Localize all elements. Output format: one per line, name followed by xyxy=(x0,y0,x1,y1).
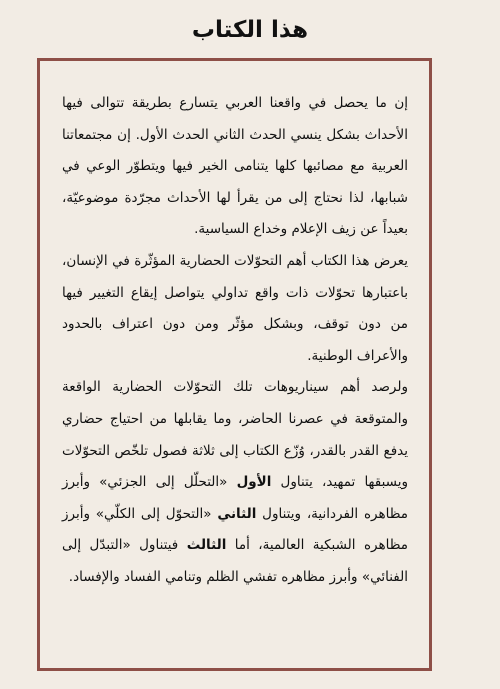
paragraph-1: إن ما يحصل في واقعنا العربي يتسارع بطريقة تتوالى فيها الأحداث بشكل ينسي الحدث الثاني الحدث الأول. إن مجتمعاتنا العربية مع مصائبها كلها يتنامى الخير فيها ويتطوّر الوعي في شبابها، لذا نحتاج إلى من يقرأ لها الأحداث مجرّدة موضوعيّة، بعيداً عن زيف الإعلام وخداع السياسية. xyxy=(62,95,408,238)
page-title: هذا الكتاب xyxy=(191,17,309,43)
paragraph-3-intro: ولرصد أهم سيناريوهات تلك التحوّلات الحضارية الواقعة والمتوقعة في عصرنا الحاضر، وما يقابلها من احتياج حضاري يدفع القدر بالقدر، وُزّع الكتاب إلى ثلاثة فصول تلخّص التحوّلات ويسبقها تمهيد، يتناول xyxy=(62,379,408,491)
chapter-third-label: الثالث xyxy=(186,537,227,554)
chapter-second-text: «التحوّل إلى الكلّي» وأبرز مظاهره الشبكية العالمية، أما xyxy=(62,505,409,554)
chapter-first-text: «التحلّل إلى الجزئي» وأبرز مظاهره الفردانية، ويتناول xyxy=(62,474,409,522)
paragraph-2: يعرض هذا الكتاب أهم التحوّلات الحضارية المؤثّرة في الإنسان، باعتبارها تحوّلات ذات واقع تداولي يتواصل إيقاع التغيير فيها من دون توقف، وبشكل مؤثّر ومن دون اعتراف بالحدود والأعراف الوطنية. xyxy=(62,252,408,364)
chapter-first-label: الأول xyxy=(236,474,272,491)
chapter-second-label: الثاني xyxy=(217,505,257,522)
book-description xyxy=(62,88,408,594)
paragraph-3 xyxy=(62,372,408,593)
chapter-third-text: فيتناول «التبدّل إلى الفنائي» وأبرز مظاهره تفشي الظلم وتنامي الفساد والإفساد. xyxy=(62,537,408,585)
